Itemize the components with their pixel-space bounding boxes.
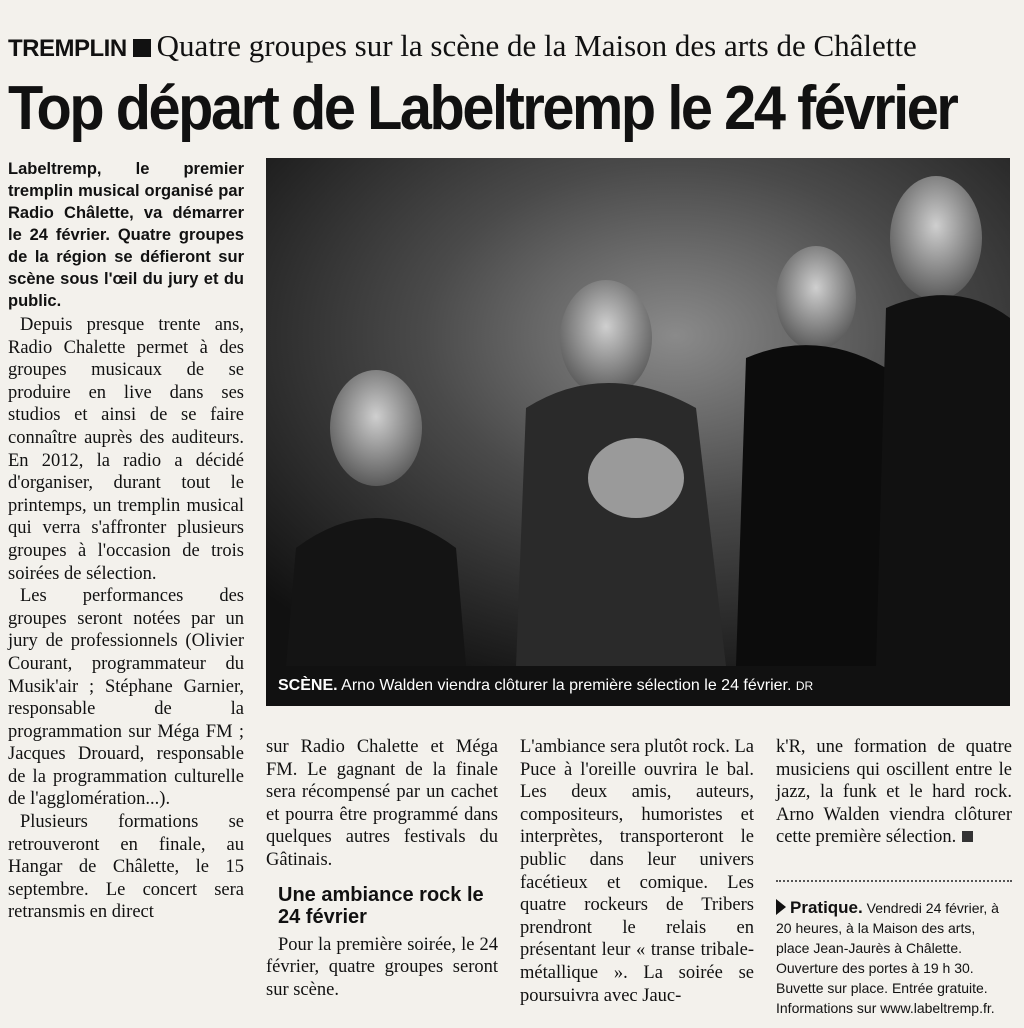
body-paragraph — [776, 736, 1012, 849]
pratique-box — [776, 880, 1012, 1018]
body-paragraph: Depuis presque trente ans, Radio Chalette permet à des groupes musicaux de se produire en live dans ses studios et ainsi de se faire connaître auprès des auditeurs. En 2012, la radio a décidé d'organiser, durant tout le printemps, un tremplin musical qui verra s'affronter plusieurs groupes à l'occasion de trois soirées de sélection. — [8, 315, 244, 584]
chapo: Labeltremp, le premier tremplin musical organisé par Radio Châlette, va démarrer le 24 février. Quatre groupes de la région se défieront sur scène sous l'œil du jury et du public. — [8, 160, 244, 310]
pratique-text: Vendredi 24 février, à 20 heures, à la Maison des arts, place Jean-Jaurès à Châlette. Ouverture des portes à 19 h 30. Buvette sur place. Entrée gratuite. Informations sur www.labeltremp.fr. — [776, 900, 999, 1016]
body-paragraph: sur Radio Chalette et Méga FM. Le gagnant de la finale sera récompensé par un cachet et pourra être programmé dans quelques autres festivals du Gâtinais. — [266, 737, 498, 870]
kicker-text: Quatre groupes sur la scène de la Maison des arts de Châlette — [156, 28, 917, 63]
caption-label: SCÈNE. — [278, 677, 338, 694]
photo-caption — [266, 666, 1010, 706]
article-column-2 — [266, 736, 498, 1001]
subheading: Une ambiance rock le 24 février — [278, 883, 484, 928]
body-paragraph: L'ambiance sera plutôt rock. La Puce à l'oreille ouvrira le bal. Les deux amis, auteurs, compositeurs, humoristes et interprètes, transporteront le public dans leur univers facétieux et comique. Les quatre rockeurs de Tribers prendront le relais en présentant leur « transe tribale-métallique ». La soirée se poursuivra avec Jauc- — [520, 737, 754, 1006]
article-column-3 — [520, 736, 754, 1007]
end-mark-icon — [962, 831, 973, 842]
body-text: k'R, une formation de quatre musiciens qui oscillent entre le jazz, la funk et le hard rock. Arno Walden viendra clôturer cette première sélection. — [776, 737, 1012, 848]
body-paragraph: Plusieurs formations se retrouveront en finale, au Hangar de Châlette, le 15 septembre. Le concert sera retransmis en direct — [8, 812, 244, 923]
photo-credit: DR — [795, 679, 814, 693]
band-photo-image — [266, 158, 1010, 666]
body-paragraph: Les performances des groupes seront notées par un jury de professionnels (Olivier Courant, programmateur du Musik'air ; Stéphane Garnier, responsable de la programmation sur Méga FM ; Jacques Drouard, responsable de la programmation culturelle de l'agglomération...). — [8, 586, 244, 810]
body-paragraph: Pour la première soirée, le 24 février, quatre groupes seront sur scène. — [266, 934, 498, 1000]
article-column-4 — [776, 736, 1012, 849]
square-bullet-icon — [133, 39, 151, 57]
arrow-right-icon — [776, 899, 786, 915]
article-column-1 — [8, 158, 244, 924]
caption-text: Arno Walden viendra clôturer la première sélection le 24 février. — [341, 677, 792, 694]
kicker — [8, 28, 1018, 64]
band-photo — [266, 158, 1010, 706]
pratique-label: Pratique. — [790, 898, 863, 917]
section-label: TREMPLIN — [8, 35, 127, 62]
headline: Top départ de Labeltremp le 24 février — [8, 74, 957, 143]
